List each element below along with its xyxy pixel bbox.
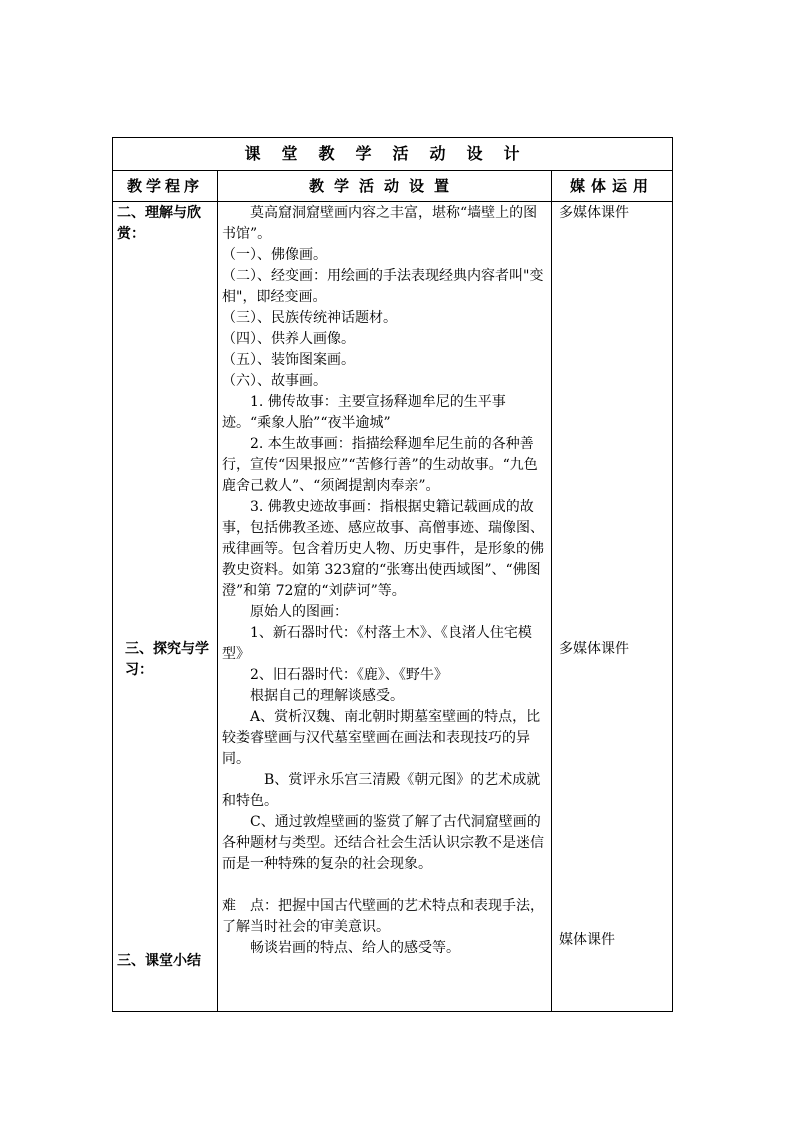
- content-paragraph: 1. 佛传故事：主要宣扬释迦牟尼的生平事迹。“乘象人胎”“夜半逾城”: [222, 394, 506, 431]
- content-paragraph: （二）、经变画：用绘画的手法表现经典内容者叫"变相"，即经变画。: [222, 268, 544, 305]
- header-teaching-procedure: 教学程序: [126, 177, 203, 195]
- lesson-design-table: [112, 137, 673, 1012]
- content-paragraph: 2. 本生故事画：指描绘释迦牟尼生前的各种善行，宣传“因果报应”“苦修行善”的生动故事。“九色鹿舍己救人”、“须阇提割肉奉亲”。: [222, 436, 538, 494]
- content-paragraph: A、赏析汉魏、南北朝时期墓室壁画的特点，比较娄睿壁画与汉代墓室壁画在画法和表现技巧的异同。: [222, 709, 541, 767]
- content-paragraph: （三）、民族传统神话题材。: [222, 310, 397, 326]
- column-divider: [217, 170, 218, 1011]
- content-paragraph: 2、旧石器时代：《鹿》、《野牛》: [250, 667, 448, 683]
- section-label-explore: 三、探究与学习：: [125, 641, 209, 678]
- column-divider: [551, 170, 552, 1011]
- table-title: 课堂教学活动设计: [244, 144, 541, 163]
- content-paragraph: 畅谈岩画的特点、给人的感受等。: [250, 940, 460, 956]
- activity-content: [222, 203, 548, 959]
- section-label-understand: 二、理解与欣赏：: [117, 205, 201, 242]
- media-label: 多媒体课件: [559, 641, 629, 657]
- content-paragraph: 3. 佛教史迹故事画：指根据史籍记载画成的故事，包括佛教圣迹、感应故事、高僧事迹、瑞像图、戒律画等。包含着历史人物、历史事件，是形象的佛教史资料。如第 323窟的“张骞出使西域图”、“佛图澄”和第 72窟的“刘萨诃”等。: [222, 499, 544, 599]
- content-paragraph: C、通过敦煌壁画的鉴赏了解了古代洞窟壁画的各种题材与类型。还结合社会生活认识宗教不是迷信而是一种特殊的复杂的社会现象。: [222, 814, 544, 872]
- content-paragraph: 原始人的图画：: [250, 604, 348, 620]
- content-paragraph: 莫高窟洞窟壁画内容之丰富，堪称“墙壁上的图书馆”。: [222, 205, 538, 242]
- content-paragraph: （五）、装饰图案画。: [222, 352, 355, 368]
- content-paragraph: B、赏评永乐宫三清殿《朝元图》的艺术成就和特色。: [222, 772, 541, 809]
- content-paragraph: （四）、供养人画像。: [222, 331, 355, 347]
- header-media-use: 媒体运用: [569, 177, 654, 195]
- content-paragraph: （六）、故事画。: [222, 373, 327, 389]
- spacer: [222, 875, 548, 896]
- divider: [113, 201, 672, 202]
- content-paragraph: 难 点：把握中国古代壁画的艺术特点和表现手法，了解当时社会的审美意识。: [222, 898, 544, 935]
- content-paragraph: 根据自己的理解谈感受。: [250, 688, 404, 704]
- media-label: 媒体课件: [559, 932, 615, 948]
- content-paragraph: 1、新石器时代：《村落土木》、《良渚人住宅模型》: [222, 625, 532, 662]
- header-activity-setup: 教学活动设置: [308, 177, 459, 195]
- section-label-summary: 三、课堂小结: [117, 953, 201, 969]
- media-label: 多媒体课件: [559, 205, 629, 221]
- content-paragraph: （一）、佛像画。: [222, 247, 327, 263]
